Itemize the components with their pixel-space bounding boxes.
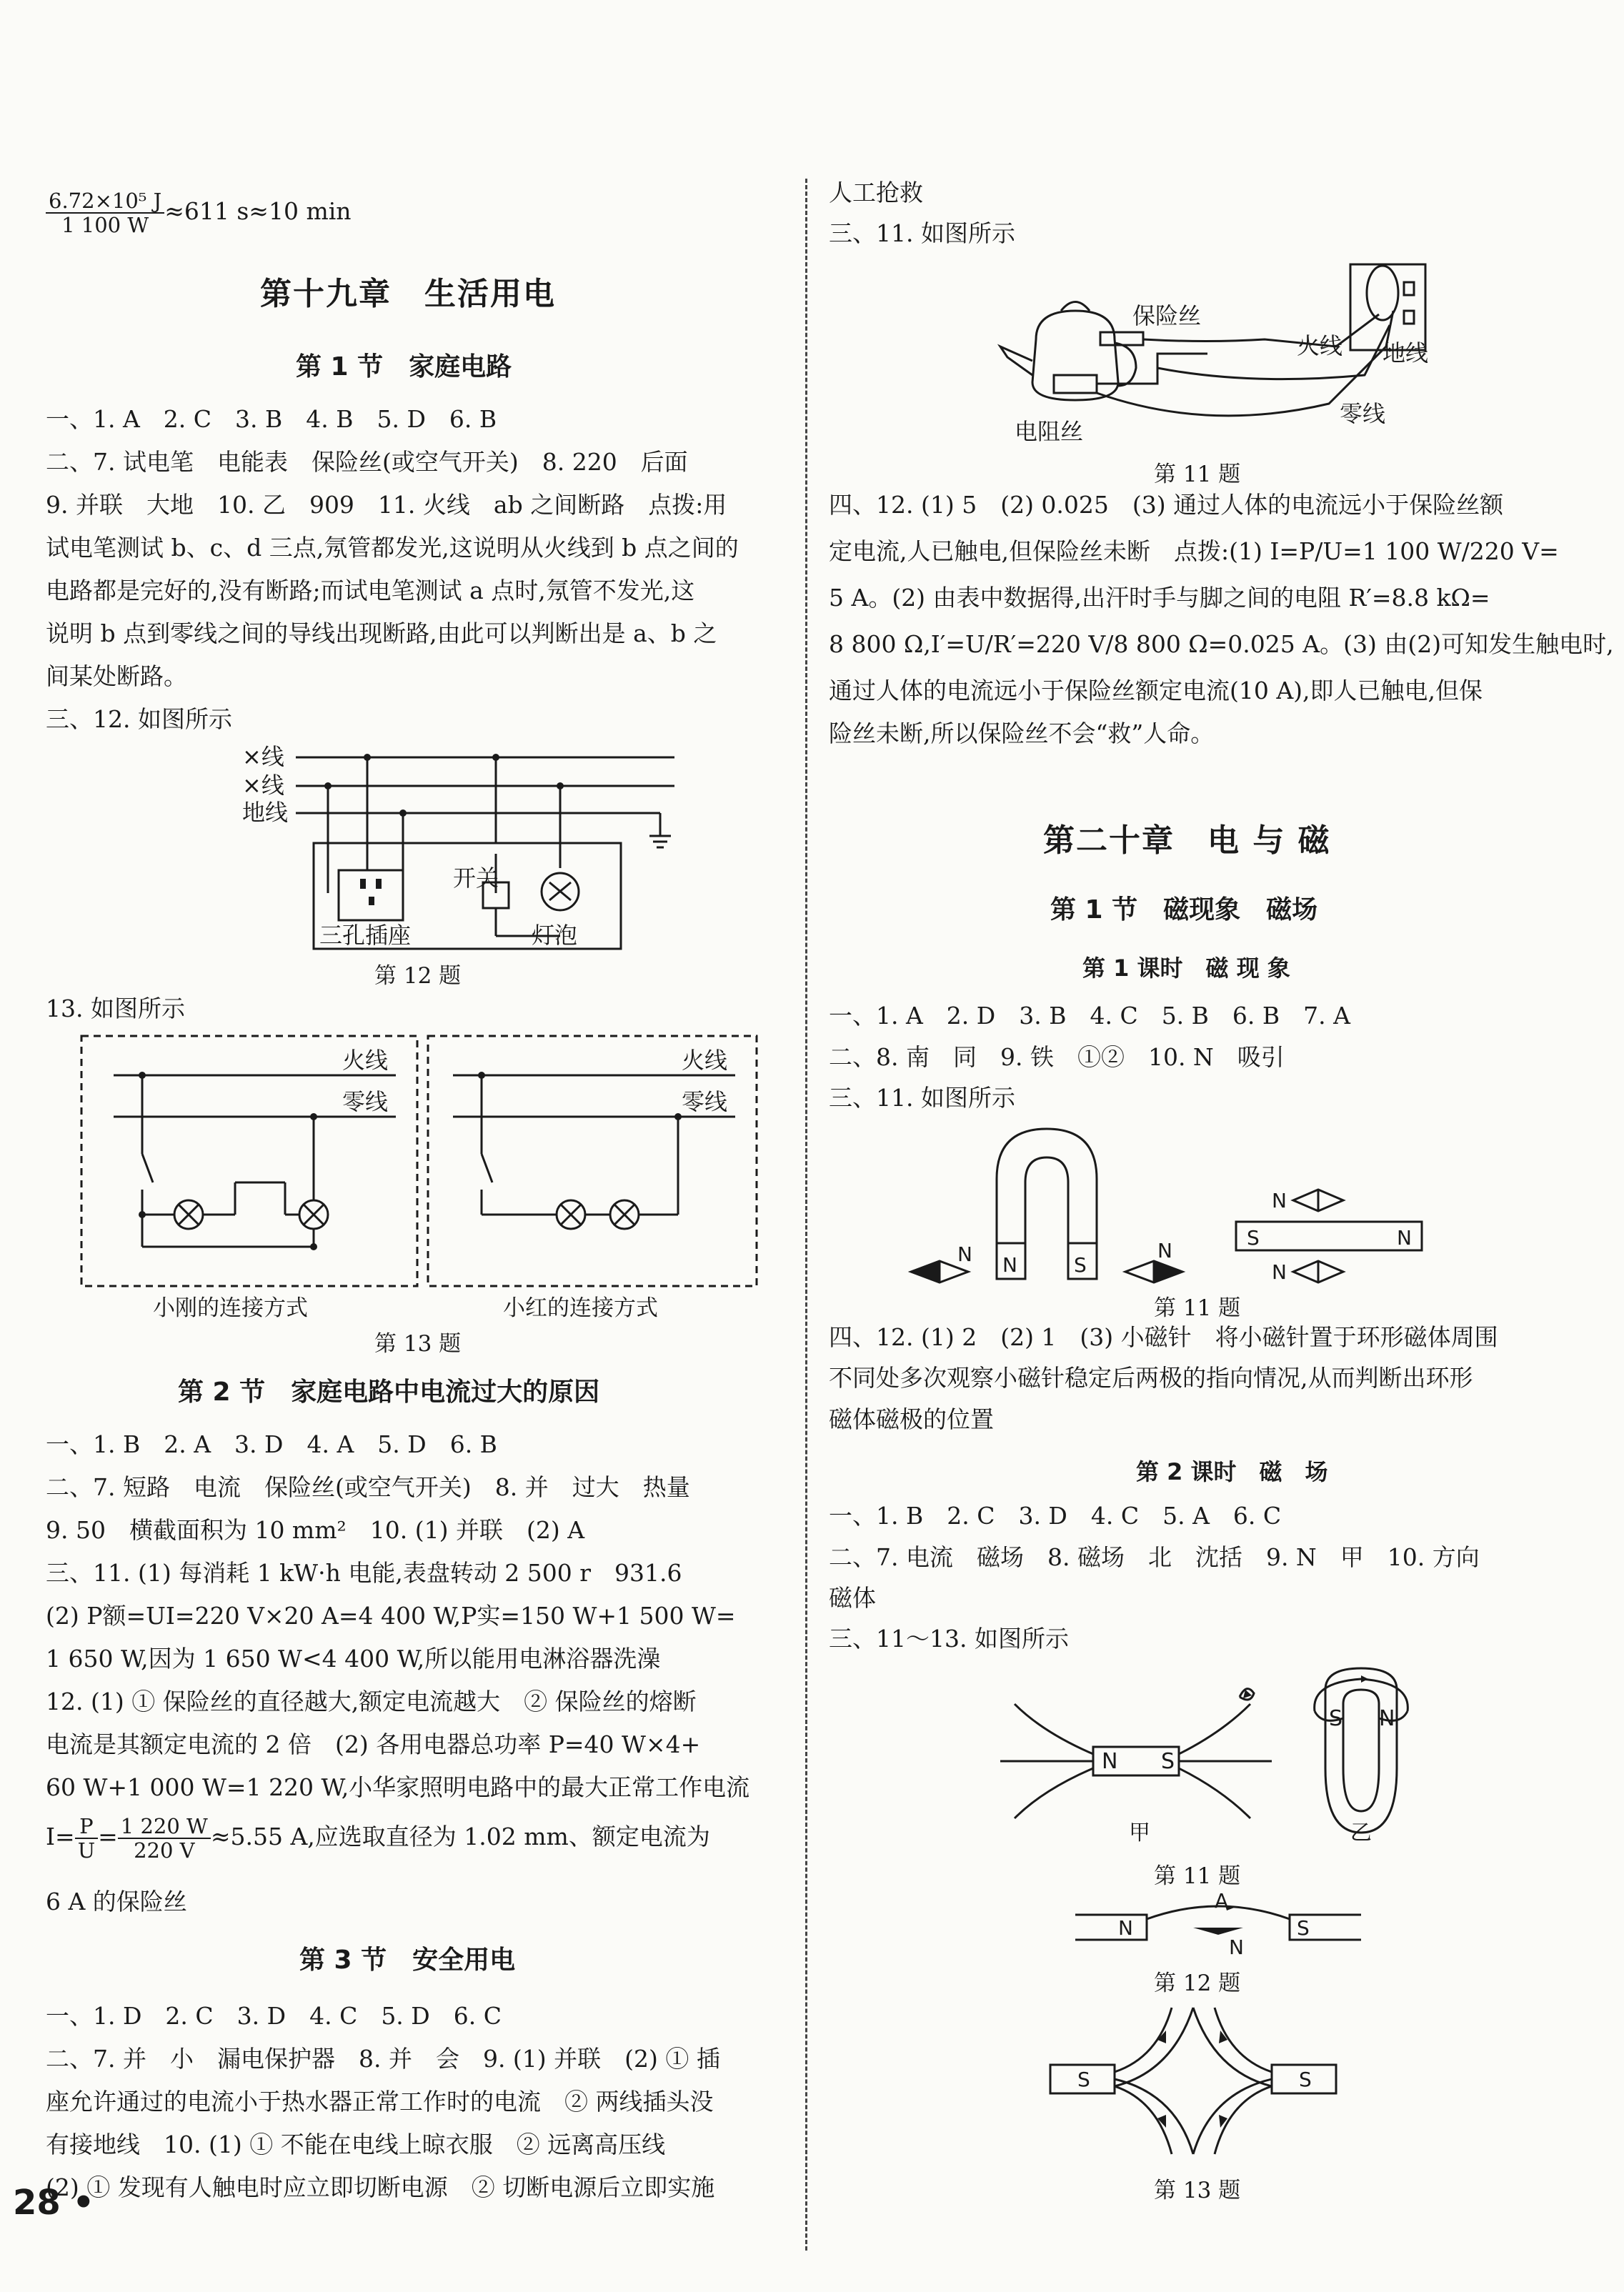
needle-left-n: N [957,1242,972,1266]
answer-line: (2) P额=UI=220 V×20 A=4 400 W,P实=150 W+1 500 W= [46,1602,736,1630]
answer-line: 8 800 Ω,I′=U/R′=220 V/8 800 Ω=0.025 A。(3) 由(2)可知发生触电时, [829,630,1614,658]
label-jia: 甲 [1129,1820,1150,1845]
fig13b-neutral-label: 零线 [682,1088,728,1115]
section-3-title: 第 3 节 安全用电 [299,1945,516,1975]
answer-line: 三、12. 如图所示 [46,705,232,733]
answer-line: 磁体 [829,1584,876,1612]
needle-top-n: N [1272,1189,1287,1212]
answer-line: 说明 b 点到零线之间的导线出现断路,由此可以判断出是 a、b 之 [46,619,717,647]
answer-line: 不同处多次观察小磁针稳定后两极的指向情况,从而判断出环形 [829,1364,1473,1392]
answer-line: 一、1. B 2. A 3. D 4. A 5. D 6. B [46,1430,497,1458]
u-magnet-s-pole: S [1074,1253,1087,1277]
label-yi: 乙 [1350,1820,1372,1845]
fig12-needle-n: N [1229,1935,1244,1958]
figure-12-caption: 第 12 题 [374,963,462,989]
column-divider [805,179,807,2251]
fig12-point-a: A [1215,1893,1229,1913]
answer-line: 四、12. (1) 2 (2) 1 (3) 小磁针 将小磁针置于环形磁体周围 [829,1323,1498,1351]
fig13-left-s: S [1077,2068,1090,2091]
answer-line: 二、7. 电流 磁场 8. 磁场 北 沈括 9. N 甲 10. 方向 [829,1543,1480,1571]
fig12-left-n: N [1118,1916,1133,1940]
answer-line: 二、8. 南 同 9. 铁 ①② 10. N 吸引 [829,1043,1285,1071]
answer-line: 险丝未断,所以保险丝不会“救”人命。 [829,719,1215,747]
figure-13-circuits [78,1032,764,1290]
yi-magnet-n: N [1379,1706,1395,1731]
figure-12-circuit [189,736,703,957]
fig12-ground-label: 地线 [242,799,289,826]
answer-formula-line: I= $\frac{P}{U}$ = $\frac{1 220 W}{220 V}$ ≈5.55 A,应选取直径为 1.02 mm、额定电流为 [46,1814,710,1863]
fig12-line2-label: ×线 [242,772,284,799]
jia-magnet-s: S [1161,1749,1175,1774]
chapter-20-title: 第二十章 电 与 磁 [1043,822,1331,859]
answer-line: 二、7. 试电笔 电能表 保险丝(或空气开关) 8. 220 后面 [46,448,688,476]
u-magnet-n-pole: N [1002,1253,1017,1277]
figure-field-lines [986,1661,1443,1868]
figure-12-needle-caption: 第 12 题 [1154,1970,1241,1996]
answer-line: 二、7. 并 小 漏电保护器 8. 并 会 9. (1) 并联 (2) ① 插 [46,2045,720,2073]
answer-line: 一、1. A 2. D 3. B 4. C 5. B 6. B 7. A [829,1002,1350,1030]
jia-magnet-n: N [1102,1749,1118,1774]
section-2-title: 第 2 节 家庭电路中电流过大的原因 [178,1377,600,1407]
answer-line: 三、11. (1) 每消耗 1 kW·h 电能,表盘转动 2 500 r 931.6 [46,1559,682,1587]
answer-line: 通过人体的电流远小于保险丝额定电流(10 A),即人已触电,但保 [829,677,1483,704]
bar-magnet-n: N [1397,1226,1412,1250]
figure-13-caption: 第 13 题 [374,1331,462,1357]
answer-line: 5 A。(2) 由表中数据得,出汗时手与脚之间的电阻 R′=8.8 kΩ= [829,584,1490,612]
answer-line: 1 650 W,因为 1 650 W<4 400 W,所以能用电淋浴器洗澡 [46,1645,661,1673]
needle-bottom-n: N [1272,1260,1287,1284]
kettle-live-label: 火线 [1297,332,1343,359]
answer-line: 电流是其额定电流的 2 倍 (2) 各用电器总功率 P=40 W×4+ [46,1730,701,1758]
answer-line: 12. (1) ① 保险丝的直径越大,额定电流越大 ② 保险丝的熔断 [46,1688,697,1715]
figure-12-needle [1075,1893,1361,1958]
figure-13-field-caption: 第 13 题 [1154,2178,1241,2203]
fig12-socket-label: 三孔插座 [319,922,412,949]
answer-line: 间某处断路。 [46,662,187,690]
kettle-fuse-label: 保险丝 [1132,302,1202,329]
fig13b-live-label: 火线 [682,1047,728,1074]
lesson-2-title: 第 2 课时 磁 场 [1136,1458,1328,1485]
needle-right-n: N [1157,1239,1172,1262]
fig13a-live-label: 火线 [342,1047,389,1074]
yi-magnet-s: S [1329,1706,1343,1731]
kettle-resistor-label: 电阻丝 [1015,418,1084,445]
page-number: 28 • [13,2183,95,2223]
q13-label: 13. 如图所示 [46,995,185,1022]
figure-field-lines-caption: 第 11 题 [1154,1863,1241,1889]
section-1-title: 第 1 节 家庭电路 [296,352,512,382]
answer-line: 四、12. (1) 5 (2) 0.025 (3) 通过人体的电流远小于保险丝额 [829,491,1504,519]
chapter-20-section-1-title: 第 1 节 磁现象 磁场 [1050,895,1318,925]
answer-line: 座允许通过的电流小于热水器正常工作时的电流 ② 两线插头没 [46,2088,714,2116]
answer-line: 三、11. 如图所示 [829,219,1015,247]
answer-line: 9. 并联 大地 10. 乙 909 11. 火线 ab 之间断路 点拨:用 [46,491,727,519]
answer-line: 定电流,人已触电,但保险丝未断 点拨:(1) I=P/U=1 100 W/220 V= [829,537,1559,565]
lesson-1-title: 第 1 课时 磁 现 象 [1082,955,1290,982]
kettle-neutral-label: 零线 [1340,400,1386,427]
answer-line: 60 W+1 000 W=1 220 W,小华家照明电路中的最大正常工作电流 [46,1773,750,1801]
formula-energy-time: $\frac{\text{6.72×10⁵ J}}{1 100 W}$ ≈611 s≈10 min [46,189,352,236]
answer-line: 磁体磁极的位置 [829,1405,994,1433]
figure-13-field [1043,2000,1386,2165]
answer-line: (2) ① 发现有人触电时应立即切断电源 ② 切断电源后立即实施 [46,2173,715,2201]
figure-kettle-circuit [993,261,1436,454]
fig12-right-s: S [1297,1916,1310,1940]
answer-line: 6 A 的保险丝 [46,1888,187,1915]
answer-line: 有接地线 10. (1) ① 不能在电线上晾衣服 ② 远离高压线 [46,2131,666,2158]
answer-line: 三、11. 如图所示 [829,1084,1015,1112]
fig13a-neutral-label: 零线 [342,1088,389,1115]
figure-magnets-caption: 第 11 题 [1154,1295,1241,1321]
fig12-bulb-label: 灯泡 [532,922,578,949]
chapter-19-title: 第十九章 生活用电 [260,276,556,312]
answer-line: 试电笔测试 b、c、d 三点,氖管都发光,这说明从火线到 b 点之间的 [46,534,739,562]
answer-line: 二、7. 短路 电流 保险丝(或空气开关) 8. 并 过大 热量 [46,1473,690,1501]
answer-line: 一、1. B 2. C 3. D 4. C 5. A 6. C [829,1502,1282,1530]
fig13-right-s: S [1299,2068,1312,2091]
figure-13b-caption: 小红的连接方式 [503,1295,658,1321]
fig12-switch-label: 开关 [453,865,499,892]
fig12-line1-label: ×线 [242,743,284,770]
figure-kettle-caption: 第 11 题 [1154,462,1241,487]
answer-line: 一、1. D 2. C 3. D 4. C 5. D 6. C [46,2002,502,2030]
answer-line: 人工抢救 [829,179,923,206]
kettle-ground-label: 地线 [1383,339,1429,367]
bar-magnet-s: S [1247,1226,1260,1250]
answer-line: 电路都是完好的,没有断路;而试电笔测试 a 点时,氖管不发光,这 [46,577,695,604]
figure-13a-caption: 小刚的连接方式 [153,1295,308,1321]
answer-line: 一、1. A 2. C 3. B 4. B 5. D 6. B [46,405,497,433]
answer-line: 9. 50 横截面积为 10 mm² 10. (1) 并联 (2) A [46,1516,585,1544]
figure-magnets [897,1122,1440,1293]
answer-line: 三、11～13. 如图所示 [829,1625,1069,1653]
